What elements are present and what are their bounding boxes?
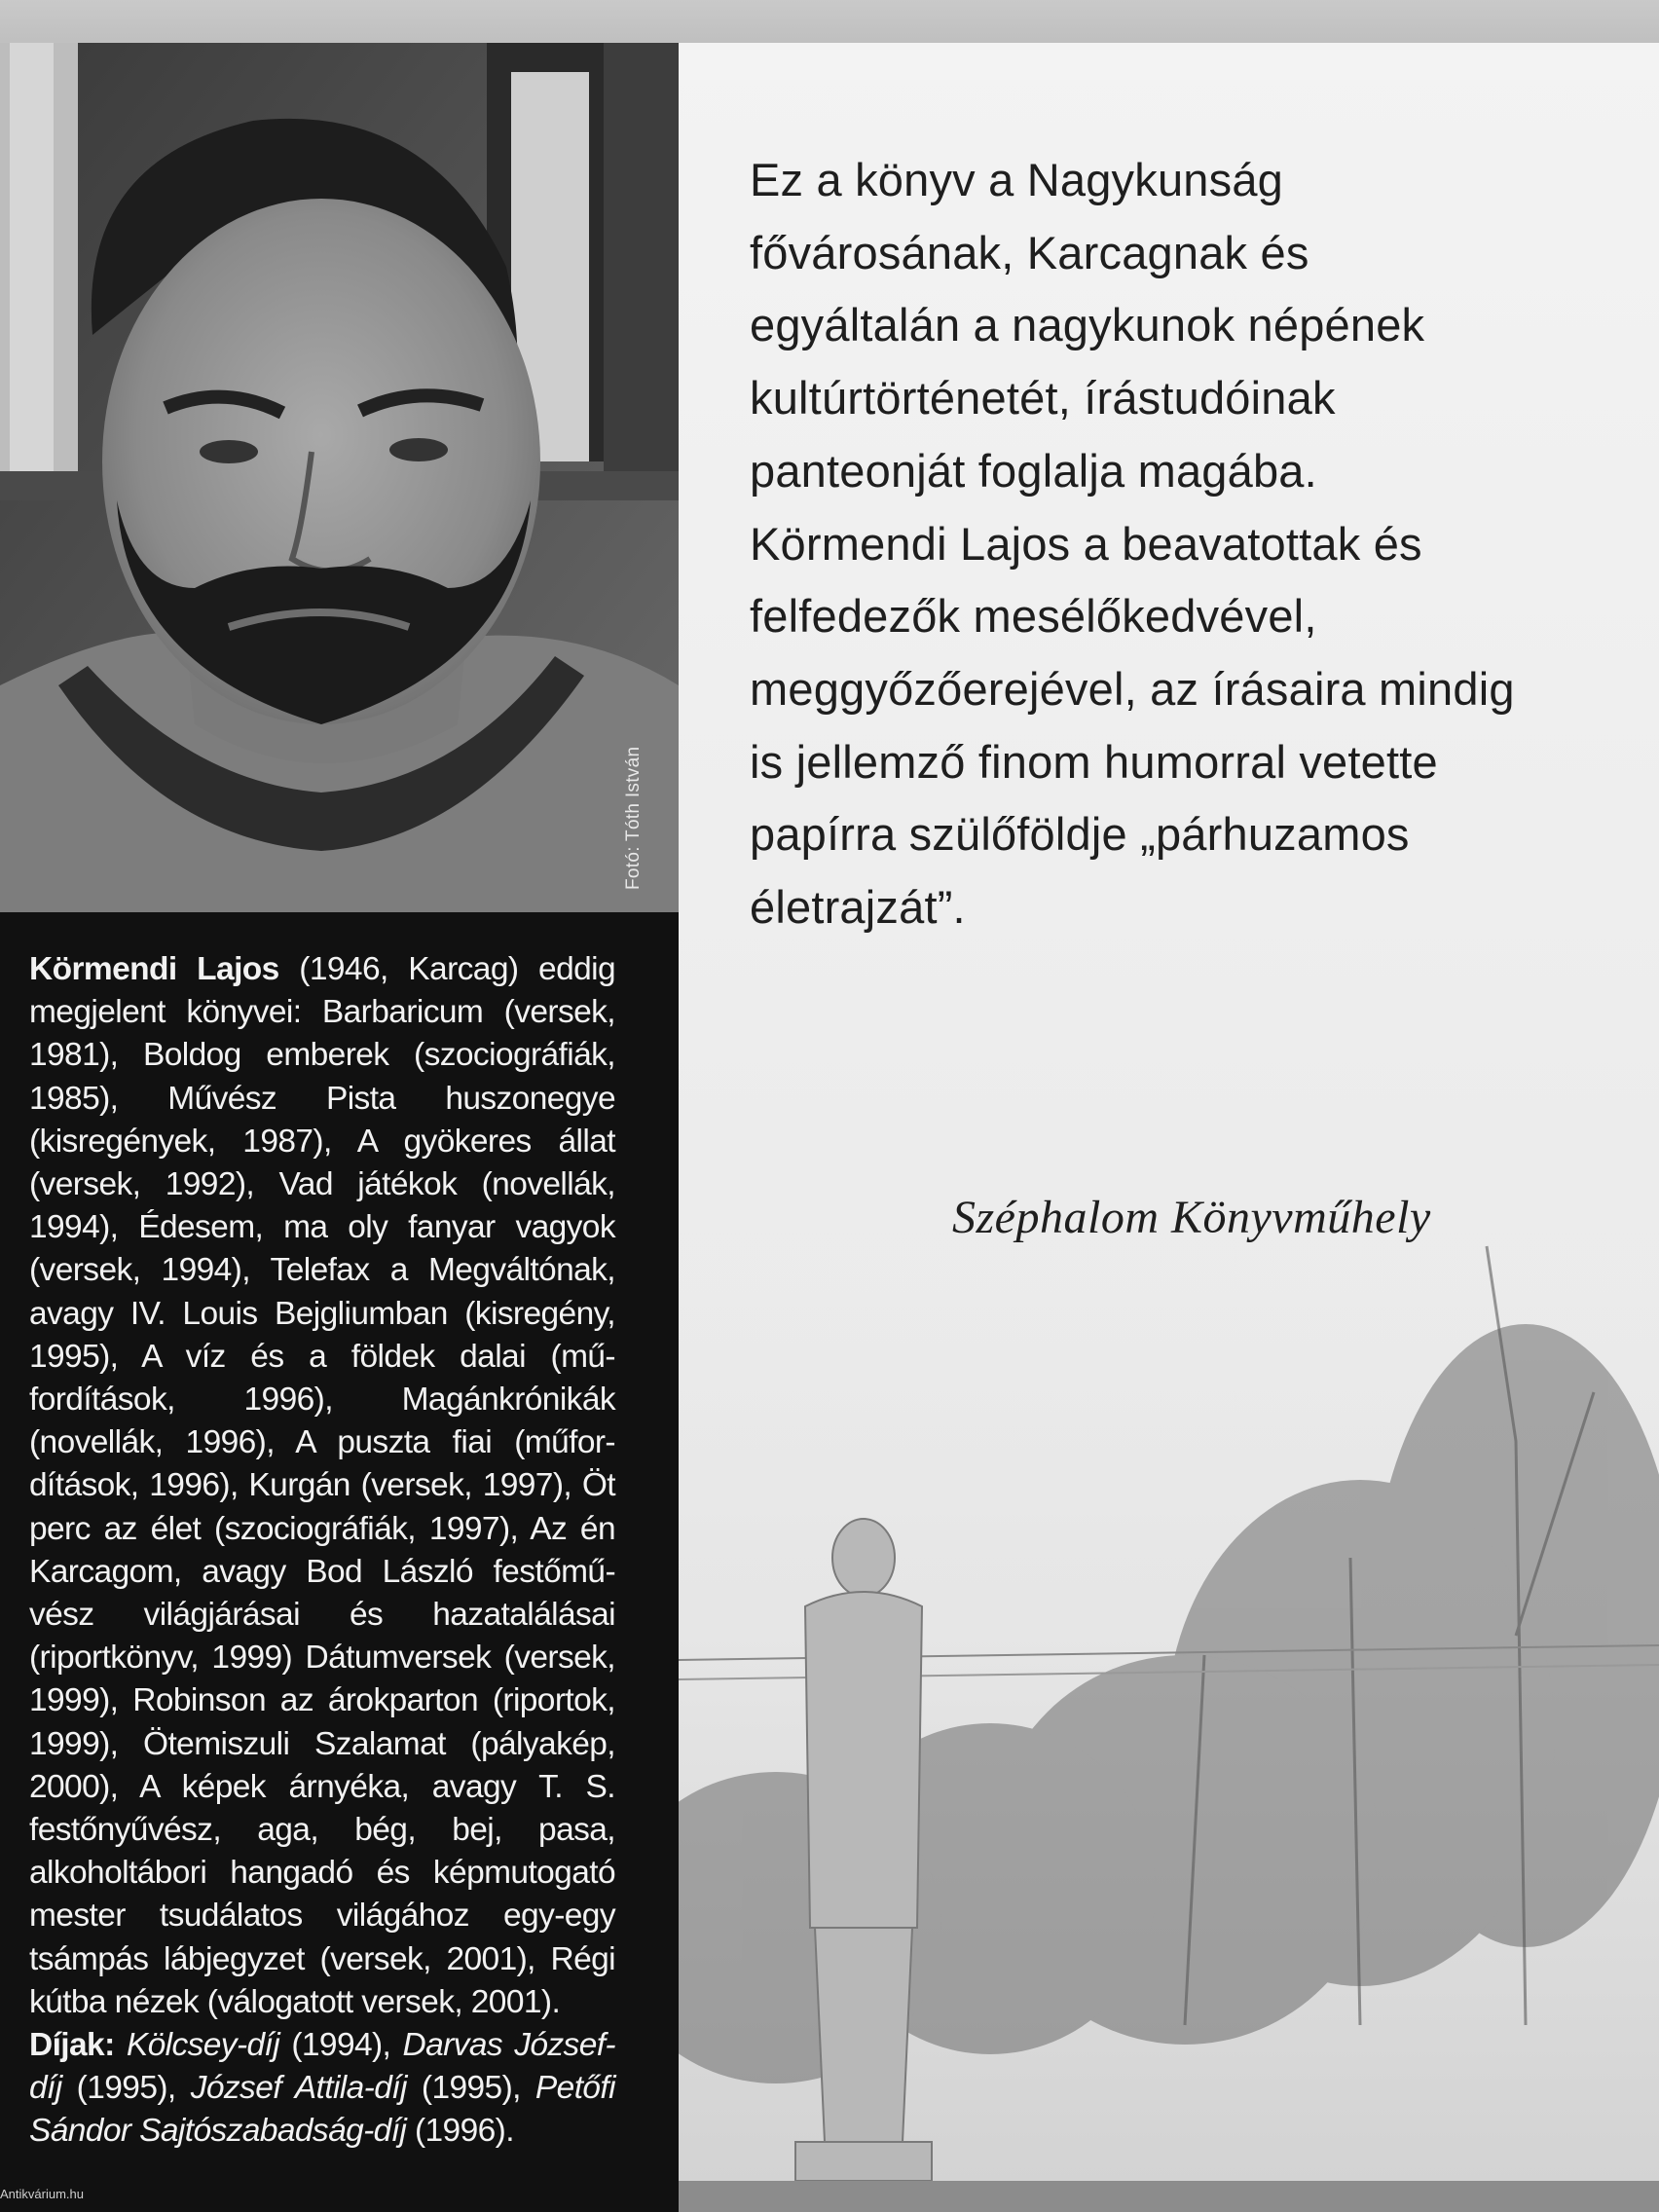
bio-text: (1946, Karcag) eddig megjelent könyvei: Barbaricum (versek, 1981), Boldog emberek (szociográfiák, 1985), Művész Pista huszonegye (kisregények, 1987), A gyökeres állat (versek, 1992), Vad játékok (novellák, 1994), Édesem, ma oly fanyar vagyok (versek, 1994), Telefax a Megváltónak, avagy IV. Louis Bejgliumban (kisregény, 1995), A víz és a földek dalai (mű-fordítások, 1996), Magánkrónikák (novellák, 1996), A puszta fiai (műfor-dítások, 1996), Kurgán (versek, 1997), Öt perc az élet (szociográfiák, 1997), Az én Karcagom, avagy Bod László festőmű-vész világjárásai és hazatalálásai (riportkönyv, 1999) Dátumversek (versek, 1999), Robinson az árokparton (riportok, 1999), Ötemiszuli Szalamat (pályakép, 2000), A képek árnyéka, avagy T. S. festőnyűvész, aga, bég, bej, pasa, alkoholtábori hangadó és képmutogató mester tsudálatos világához egy-egy tsámpás lábjegyzet (versek, 2001), Régi kútba nézek (válogatott versek, 2001). — [29, 951, 616, 2020]
awards-label: Díjak: — [29, 2027, 115, 2064]
blurb-line: meggyőzőerejével, az írásaira mindig — [750, 662, 1515, 715]
author-photo — [0, 43, 679, 912]
author-bio — [29, 948, 615, 2154]
award-kolcsey-year: (1994), — [279, 2027, 403, 2064]
blurb-line: kultúrtörténetét, írástudóinak — [750, 372, 1336, 424]
award-darvas: Darvas József-díj — [29, 2027, 615, 2107]
blurb-line: is jellemző finom humorral vetette — [750, 735, 1438, 788]
award-jozsef-attila: József Attila-díj — [190, 2070, 407, 2107]
award-jozsef-attila-year: (1995), — [406, 2070, 535, 2107]
blurb-line: Körmendi Lajos a beavatottak és — [750, 517, 1422, 570]
blurb-line: életrajzát”. — [750, 881, 966, 934]
photo-credit: Fotó: Tóth István — [623, 746, 644, 890]
author-portrait-image — [0, 43, 679, 912]
award-darvas-year: (1995), — [61, 2070, 191, 2107]
publisher-name: Széphalom Könyvműhely — [952, 1192, 1431, 1243]
blurb-line: panteonját foglalja magába. — [750, 444, 1317, 497]
award-kolcsey: Kölcsey-díj — [126, 2027, 280, 2064]
award-petofi-year: (1996). — [406, 2113, 514, 2150]
book-blurb — [750, 144, 1645, 944]
blurb-line: egyáltalán a nagykunok népének — [750, 299, 1425, 351]
watermark: Antikvárium.hu — [0, 2187, 84, 2201]
left-column — [0, 43, 679, 2212]
blurb-line: Ez a könyv a Nagykunság — [750, 154, 1284, 205]
blurb-line: fővárosának, Karcagnak és — [750, 226, 1309, 278]
author-name: Körmendi Lajos — [29, 951, 279, 987]
landscape-photo — [679, 1149, 1659, 2212]
blurb-line: papírra szülőföldje „párhuzamos — [750, 808, 1410, 861]
award-petofi: Petőfi Sándor Sajtószabadság-díj — [29, 2070, 615, 2150]
blurb-line: felfedezők mesélőkedvével, — [750, 590, 1317, 643]
